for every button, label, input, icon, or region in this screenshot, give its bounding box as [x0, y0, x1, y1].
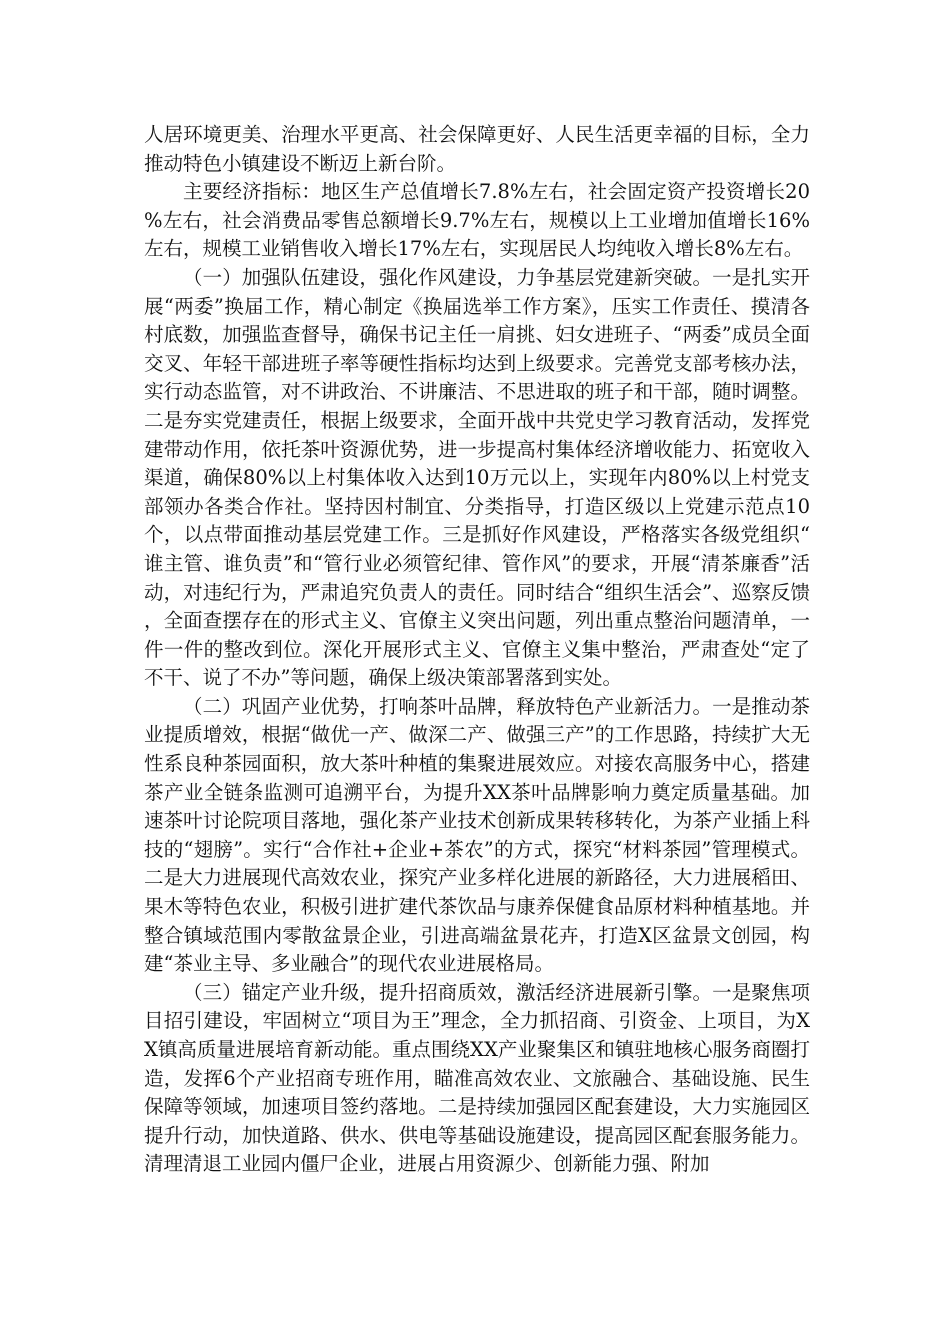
paragraph-intro-continued: 人居环境更美、治理水平更高、社会保障更好、人民生活更幸福的目标，全力推动特色小镇建设不断迈上新台阶。	[144, 123, 810, 175]
document-page	[144, 121, 810, 1179]
paragraph-section-3-investment: （三）锚定产业升级，提升招商质效，激活经济进展新引擎。一是聚焦项目招引建设，牢固树立“项目为王”理念，全力抓招商、引资金、上项目，为XX镇高质量进展培育新动能。重点围绕XX产业聚集区和镇驻地核心服务商圈打造，发挥6个产业招商专班作用，瞄准高效农业、文旅融合、基础设施、民生保障等领域，加速项目签约落地。二是持续加强园区配套建设，大力实施园区提升行动，加快道路、供水、供电等基础设施建设，提高园区配套服务能力。清理清退工业园内僵尸企业，进展占用资源少、创新能力强、附加	[144, 980, 810, 1176]
paragraph-economic-indicators: 主要经济指标：地区生产总值增长7.8%左右，社会固定资产投资增长20%左右，社会消费品零售总额增长9.7%左右，规模以上工业增加值增长16%左右，规模工业销售收入增长17%左右，实现居民人均纯收入增长8%左右。	[144, 180, 810, 261]
paragraph-section-1-party-building: （一）加强队伍建设，强化作风建设，力争基层党建新突破。一是扎实开展“两委”换届工作，精心制定《换届选举工作方案》，压实工作责任、摸清各村底数，加强监查督导，确保书记主任一肩挑、妇女进班子、“两委”成员全面交叉、年轻干部进班子率等硬性指标均达到上级要求。完善党支部考核办法，实行动态监管，对不讲政治、不讲廉洁、不思进取的班子和干部，随时调整。二是夯实党建责任，根据上级要求，全面开战中共党史学习教育活动，发挥党建带动作用，依托茶叶资源优势，进一步提高村集体经济增收能力、拓宽收入渠道，确保80%以上村集体收入达到10万元以上，实现年内80%以上村党支部领办各类合作社。坚持因村制宜、分类指导，打造区级以上党建示范点10个，以点带面推动基层党建工作。三是抓好作风建设，严格落实各级党组织“谁主管、谁负责”和“管行业必须管纪律、管作风”的要求，开展“清茶廉香”活动，对违纪行为，严肃追究负责人的责任。同时结合“组织生活会”、巡察反馈，全面查摆存在的形式主义、官僚主义突出问题，列出重点整治问题清单，一件一件的整改到位。深化开展形式主义、官僚主义集中整治，严肃查处“定了不干、说了不办”等问题，确保上级决策部署落到实处。	[144, 265, 810, 690]
paragraph-section-2-tea-industry: （二）巩固产业优势，打响茶叶品牌，释放特色产业新活力。一是推动茶业提质增效，根据“做优一产、做深二产、做强三产”的工作思路，持续扩大无性系良种茶园面积，放大茶叶种植的集聚进展效应。对接农高服务中心，搭建茶产业全链条监测可追溯平台，为提升XX茶叶品牌影响力奠定质量基础。加速茶叶讨论院项目落地，强化茶产业技术创新成果转移转化，为茶产业插上科技的“翅膀”。实行“合作社+企业+茶农”的方式，探究“材料茶园”管理模式。二是大力进展现代高效农业，探究产业多样化进展的新路径，大力进展稻田、果木等特色农业，积极引进扩建代茶饮品与康养保健食品原材料种植基地。并整合镇域范围内零散盆景企业，引进高端盆景花卉，打造X区盆景文创园，构建“茶业主导、多业融合”的现代农业进展格局。	[144, 694, 810, 976]
